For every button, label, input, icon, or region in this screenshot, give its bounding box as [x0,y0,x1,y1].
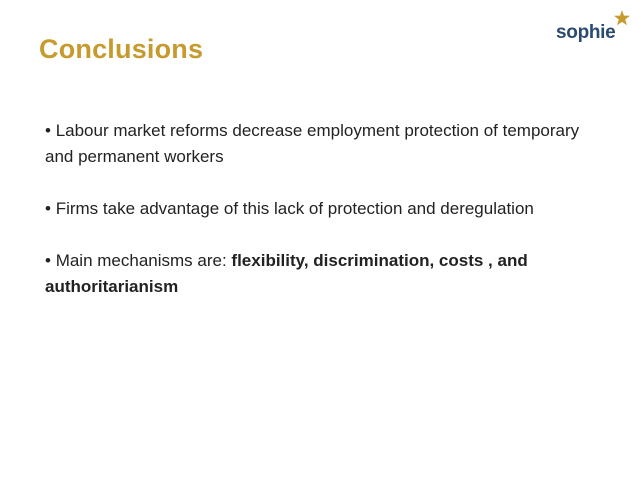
bullet-marker: • [45,251,56,270]
bullet-bold-text: flexibility, discrimination, costs , and authoritarianism [45,251,528,296]
bullet-item [45,196,600,222]
bullet-text: Firms take advantage of this lack of protection and deregulation [55,199,534,218]
logo-text: sophie [556,22,616,43]
slide-title: Conclusions [39,34,204,64]
bullet-marker: • [45,199,56,218]
bullet-item [45,248,600,300]
bullet-text: Main mechanisms are: [55,251,232,270]
bullet-marker: • [45,121,56,140]
bullet-text: Labour market reforms decrease employment protection of temporary and permanent workers [45,121,580,166]
bullet-list [45,118,600,300]
star-icon [614,10,630,26]
bullet-item [45,118,600,170]
sophie-logo [556,10,636,50]
